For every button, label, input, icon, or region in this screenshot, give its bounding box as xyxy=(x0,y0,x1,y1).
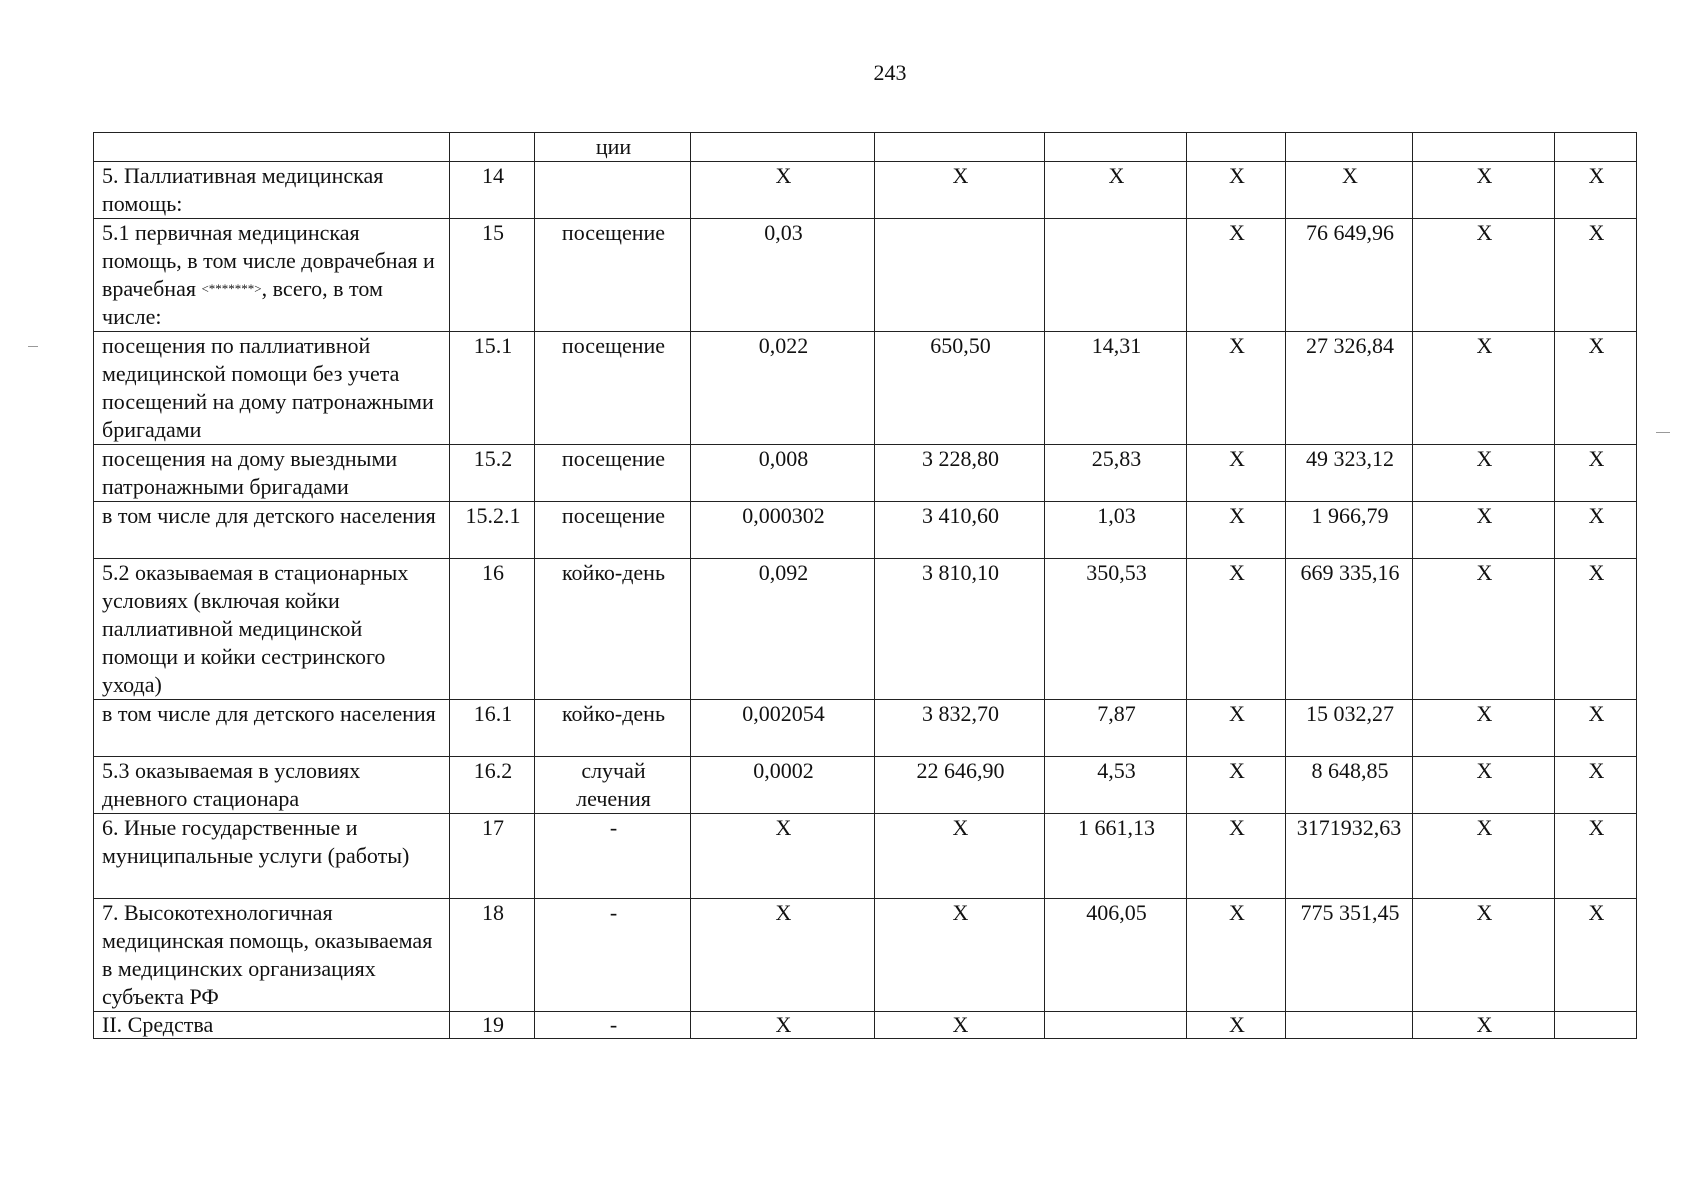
value-cell: 7,87 xyxy=(1045,700,1187,757)
unit-cell: посещение xyxy=(535,445,691,502)
value-cell: X xyxy=(1555,700,1637,757)
table-row xyxy=(94,559,1637,700)
row-number-cell xyxy=(450,133,535,162)
row-name-cell: 6. Иные государственные и муниципальные услуги (работы) xyxy=(94,814,450,899)
value-cell: X xyxy=(1413,814,1555,899)
row-name-cell: посещения по паллиативной медицинской помощи без учета посещений на дому патронажными бригадами xyxy=(94,332,450,445)
table-row xyxy=(94,133,1637,162)
value-cell: 1 966,79 xyxy=(1286,502,1413,559)
table-row xyxy=(94,1012,1637,1039)
value-cell: X xyxy=(1187,814,1286,899)
value-cell: 650,50 xyxy=(875,332,1045,445)
value-cell: X xyxy=(1187,1012,1286,1039)
value-cell: X xyxy=(875,814,1045,899)
unit-cell: посещение xyxy=(535,502,691,559)
value-cell: 3 228,80 xyxy=(875,445,1045,502)
table-row xyxy=(94,219,1637,332)
value-cell: X xyxy=(1413,219,1555,332)
row-name-cell: в том числе для детского населения xyxy=(94,700,450,757)
value-cell: X xyxy=(1187,559,1286,700)
row-name-cell: 5.2 оказываемая в стационарных условиях (включая койки паллиативной медицинской помощи и койки сестринского ухода) xyxy=(94,559,450,700)
value-cell xyxy=(1045,1012,1187,1039)
value-cell: X xyxy=(1187,332,1286,445)
value-cell: X xyxy=(1555,219,1637,332)
value-cell: X xyxy=(1413,332,1555,445)
row-name-cell: II. Средства xyxy=(94,1012,450,1039)
page-number: 243 xyxy=(873,60,907,85)
row-number-cell: 16.1 xyxy=(450,700,535,757)
value-cell: X xyxy=(1413,1012,1555,1039)
value-cell: X xyxy=(691,162,875,219)
value-cell: 25,83 xyxy=(1045,445,1187,502)
value-cell: 0,0002 xyxy=(691,757,875,814)
unit-cell: - xyxy=(535,814,691,899)
row-name-cell: посещения на дому выездными патронажными бригадами xyxy=(94,445,450,502)
value-cell: 1 661,13 xyxy=(1045,814,1187,899)
row-name-cell xyxy=(94,219,450,332)
value-cell: X xyxy=(1187,445,1286,502)
value-cell: 8 648,85 xyxy=(1286,757,1413,814)
unit-cell: койко-день xyxy=(535,700,691,757)
value-cell: 15 032,27 xyxy=(1286,700,1413,757)
value-cell: X xyxy=(1187,502,1286,559)
value-cell xyxy=(875,219,1045,332)
row-number-cell: 16.2 xyxy=(450,757,535,814)
table-row xyxy=(94,899,1637,1012)
value-cell: X xyxy=(1413,445,1555,502)
unit-cell: - xyxy=(535,1012,691,1039)
value-cell: X xyxy=(875,899,1045,1012)
row-number-cell: 15 xyxy=(450,219,535,332)
row-name-cell xyxy=(94,133,450,162)
value-cell xyxy=(1286,133,1413,162)
row-number-cell: 15.2 xyxy=(450,445,535,502)
row-number-cell: 15.2.1 xyxy=(450,502,535,559)
value-cell: X xyxy=(1555,502,1637,559)
value-cell: 0,022 xyxy=(691,332,875,445)
row-number-cell: 18 xyxy=(450,899,535,1012)
value-cell: X xyxy=(1187,757,1286,814)
value-cell: 775 351,45 xyxy=(1286,899,1413,1012)
value-cell: X xyxy=(1187,899,1286,1012)
value-cell: X xyxy=(875,162,1045,219)
value-cell: 0,03 xyxy=(691,219,875,332)
value-cell: X xyxy=(1187,700,1286,757)
row-number-cell: 17 xyxy=(450,814,535,899)
value-cell: X xyxy=(1286,162,1413,219)
row-name-cell: в том числе для детского населения xyxy=(94,502,450,559)
value-cell: 49 323,12 xyxy=(1286,445,1413,502)
table-row xyxy=(94,757,1637,814)
value-cell xyxy=(1413,133,1555,162)
value-cell: X xyxy=(1555,162,1637,219)
unit-cell xyxy=(535,162,691,219)
unit-cell: посещение xyxy=(535,332,691,445)
value-cell: X xyxy=(875,1012,1045,1039)
value-cell: 14,31 xyxy=(1045,332,1187,445)
value-cell: 3 832,70 xyxy=(875,700,1045,757)
data-table xyxy=(93,132,1637,1039)
value-cell xyxy=(1555,133,1637,162)
table-row xyxy=(94,700,1637,757)
value-cell: 27 326,84 xyxy=(1286,332,1413,445)
value-cell xyxy=(1286,1012,1413,1039)
row-name-text: 5.1 первичная медицинская помощь, в том числе доврачебная и врачебная xyxy=(102,220,435,301)
unit-cell: ции xyxy=(535,133,691,162)
value-cell: 350,53 xyxy=(1045,559,1187,700)
value-cell: 0,002054 xyxy=(691,700,875,757)
row-number-cell: 15.1 xyxy=(450,332,535,445)
value-cell: 669 335,16 xyxy=(1286,559,1413,700)
value-cell: X xyxy=(1045,162,1187,219)
value-cell: X xyxy=(1555,757,1637,814)
value-cell: X xyxy=(1413,162,1555,219)
value-cell: X xyxy=(1413,559,1555,700)
value-cell: X xyxy=(1413,700,1555,757)
row-number-cell: 19 xyxy=(450,1012,535,1039)
unit-cell: посещение xyxy=(535,219,691,332)
value-cell: X xyxy=(1555,899,1637,1012)
value-cell xyxy=(1555,1012,1637,1039)
value-cell: 3 810,10 xyxy=(875,559,1045,700)
value-cell: 3 410,60 xyxy=(875,502,1045,559)
value-cell xyxy=(875,133,1045,162)
value-cell: X xyxy=(1413,757,1555,814)
value-cell: X xyxy=(1555,445,1637,502)
value-cell: 0,000302 xyxy=(691,502,875,559)
unit-cell: - xyxy=(535,899,691,1012)
value-cell xyxy=(1187,133,1286,162)
row-name-cell: 5. Паллиативная медицинская помощь: xyxy=(94,162,450,219)
table-row xyxy=(94,332,1637,445)
row-number-cell: 14 xyxy=(450,162,535,219)
value-cell xyxy=(1045,133,1187,162)
table-row xyxy=(94,162,1637,219)
table-row xyxy=(94,502,1637,559)
row-number-cell: 16 xyxy=(450,559,535,700)
row-name-tail: , всего, в том числе: xyxy=(102,276,383,329)
scan-mark xyxy=(1656,432,1670,433)
unit-cell: случай лечения xyxy=(535,757,691,814)
value-cell: X xyxy=(691,814,875,899)
value-cell xyxy=(691,133,875,162)
value-cell: X xyxy=(1555,332,1637,445)
value-cell: 1,03 xyxy=(1045,502,1187,559)
value-cell: X xyxy=(1187,162,1286,219)
row-name-cell: 7. Высокотехнологичная медицинская помощь, оказываемая в медицинских организациях субъекта РФ xyxy=(94,899,450,1012)
scan-mark xyxy=(28,346,38,347)
value-cell: 22 646,90 xyxy=(875,757,1045,814)
footnote-marker: <*******> xyxy=(201,281,262,296)
row-name-cell: 5.3 оказываемая в условиях дневного стационара xyxy=(94,757,450,814)
unit-cell: койко-день xyxy=(535,559,691,700)
table-row xyxy=(94,445,1637,502)
table-row xyxy=(94,814,1637,899)
value-cell: 406,05 xyxy=(1045,899,1187,1012)
value-cell: 76 649,96 xyxy=(1286,219,1413,332)
value-cell: X xyxy=(1555,559,1637,700)
value-cell: X xyxy=(1413,502,1555,559)
value-cell: X xyxy=(1187,219,1286,332)
value-cell: X xyxy=(691,1012,875,1039)
value-cell: X xyxy=(1413,899,1555,1012)
value-cell: 0,092 xyxy=(691,559,875,700)
value-cell: X xyxy=(691,899,875,1012)
value-cell: 3171932,63 xyxy=(1286,814,1413,899)
value-cell: X xyxy=(1555,814,1637,899)
value-cell xyxy=(1045,219,1187,332)
value-cell: 4,53 xyxy=(1045,757,1187,814)
value-cell: 0,008 xyxy=(691,445,875,502)
